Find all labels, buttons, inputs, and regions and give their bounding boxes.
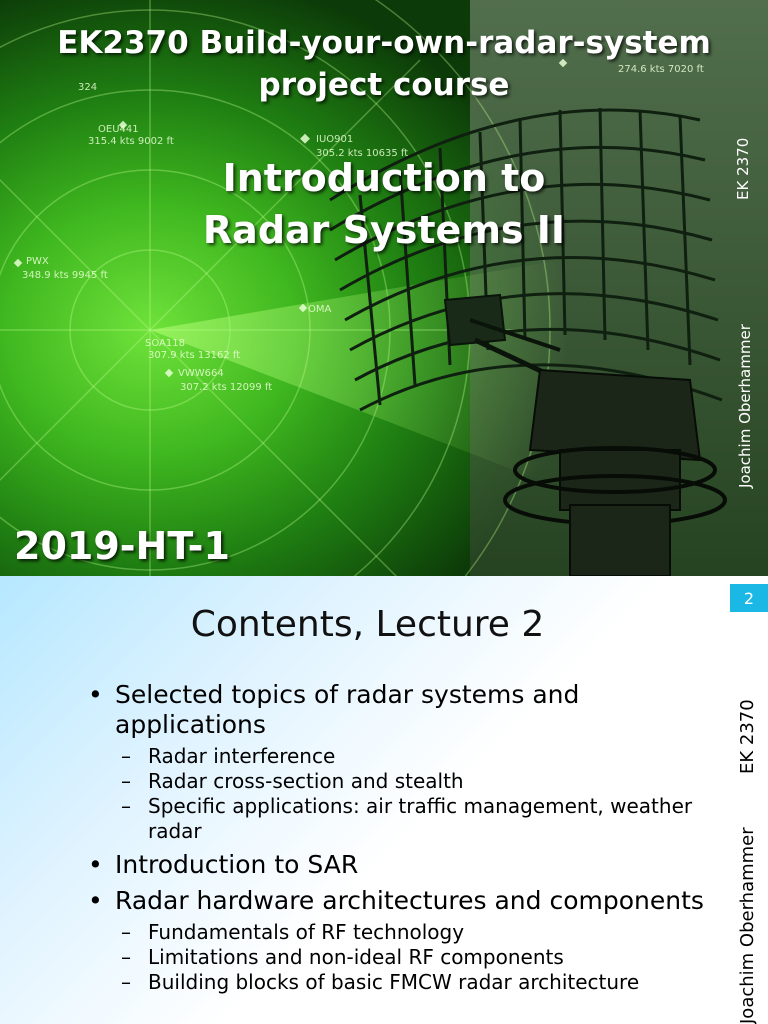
dash-glyph: – xyxy=(121,769,131,793)
sub-list-item xyxy=(88,970,708,995)
course-title-line2: project course xyxy=(258,67,510,103)
list-item xyxy=(88,680,708,740)
side-author-name: Joachim Oberhammer xyxy=(737,827,758,1024)
lecture-title-line2: Radar Systems II xyxy=(202,208,566,252)
list-item-text: Selected topics of radar systems and applications xyxy=(115,680,580,739)
sub-list-item-text: Building blocks of basic FMCW radar architecture xyxy=(148,970,640,994)
sub-list-item-text: Radar interference xyxy=(148,744,336,768)
radar-label: 315.4 kts 9002 ft xyxy=(88,136,174,147)
radar-label: 307.2 kts 12099 ft xyxy=(180,382,273,393)
sub-list-item-text: Limitations and non-ideal RF components xyxy=(148,945,564,969)
slide-title: Contents, Lecture 2 xyxy=(190,604,545,645)
side-author-name: Joachim Oberhammer xyxy=(736,324,754,488)
radar-label: 348.9 kts 9945 ft xyxy=(22,270,108,281)
course-title-line1: EK2370 Build-your-own-radar-system xyxy=(57,25,711,61)
list-item xyxy=(88,886,708,916)
sub-list-item-text: Specific applications: air traffic management, weather radar xyxy=(148,794,693,843)
radar-label: IUO901 xyxy=(316,134,354,145)
dash-glyph: – xyxy=(121,945,131,969)
sub-list-item xyxy=(88,769,708,794)
list-item-text: Introduction to SAR xyxy=(115,850,359,879)
lecture-title xyxy=(120,152,648,256)
side-course-code: EK 2370 xyxy=(737,699,758,774)
bullet-glyph: • xyxy=(88,886,103,915)
radar-label: OEU441 xyxy=(98,124,139,135)
course-title xyxy=(0,22,768,106)
sub-list-item xyxy=(88,744,708,769)
contents-list xyxy=(88,680,708,995)
lecture-title-line1: Introduction to xyxy=(222,156,546,200)
side-course-code: EK 2370 xyxy=(734,137,752,200)
sub-list-item-text: Radar cross-section and stealth xyxy=(148,769,464,793)
bullet-glyph: • xyxy=(88,680,103,709)
slide-number-badge: 2 xyxy=(730,584,768,612)
list-item-text: Radar hardware architectures and components xyxy=(115,886,704,915)
dash-glyph: – xyxy=(121,794,131,818)
dash-glyph: – xyxy=(121,920,131,944)
radar-label: SOA118 xyxy=(145,338,185,349)
sub-list-item xyxy=(88,920,708,945)
radar-label: 274.6 kts 7020 ft xyxy=(618,64,704,75)
list-item xyxy=(88,850,708,880)
dash-glyph: – xyxy=(121,970,131,994)
sub-list-item xyxy=(88,794,708,844)
radar-label: 324 xyxy=(78,82,98,93)
dash-glyph: – xyxy=(121,744,131,768)
sub-list-item xyxy=(88,945,708,970)
sub-list-item-text: Fundamentals of RF technology xyxy=(148,920,465,944)
bullet-glyph: • xyxy=(88,850,103,879)
term-label: 2019-HT-1 xyxy=(14,524,230,568)
radar-label: PWX xyxy=(26,256,49,267)
radar-label: 305.2 kts 10635 ft xyxy=(316,148,409,159)
radar-label: OMA xyxy=(308,304,332,315)
contents-slide xyxy=(0,576,768,1024)
radar-label: VWW664 xyxy=(178,368,224,379)
radar-label: 307.9 kts 13162 ft xyxy=(148,350,241,361)
